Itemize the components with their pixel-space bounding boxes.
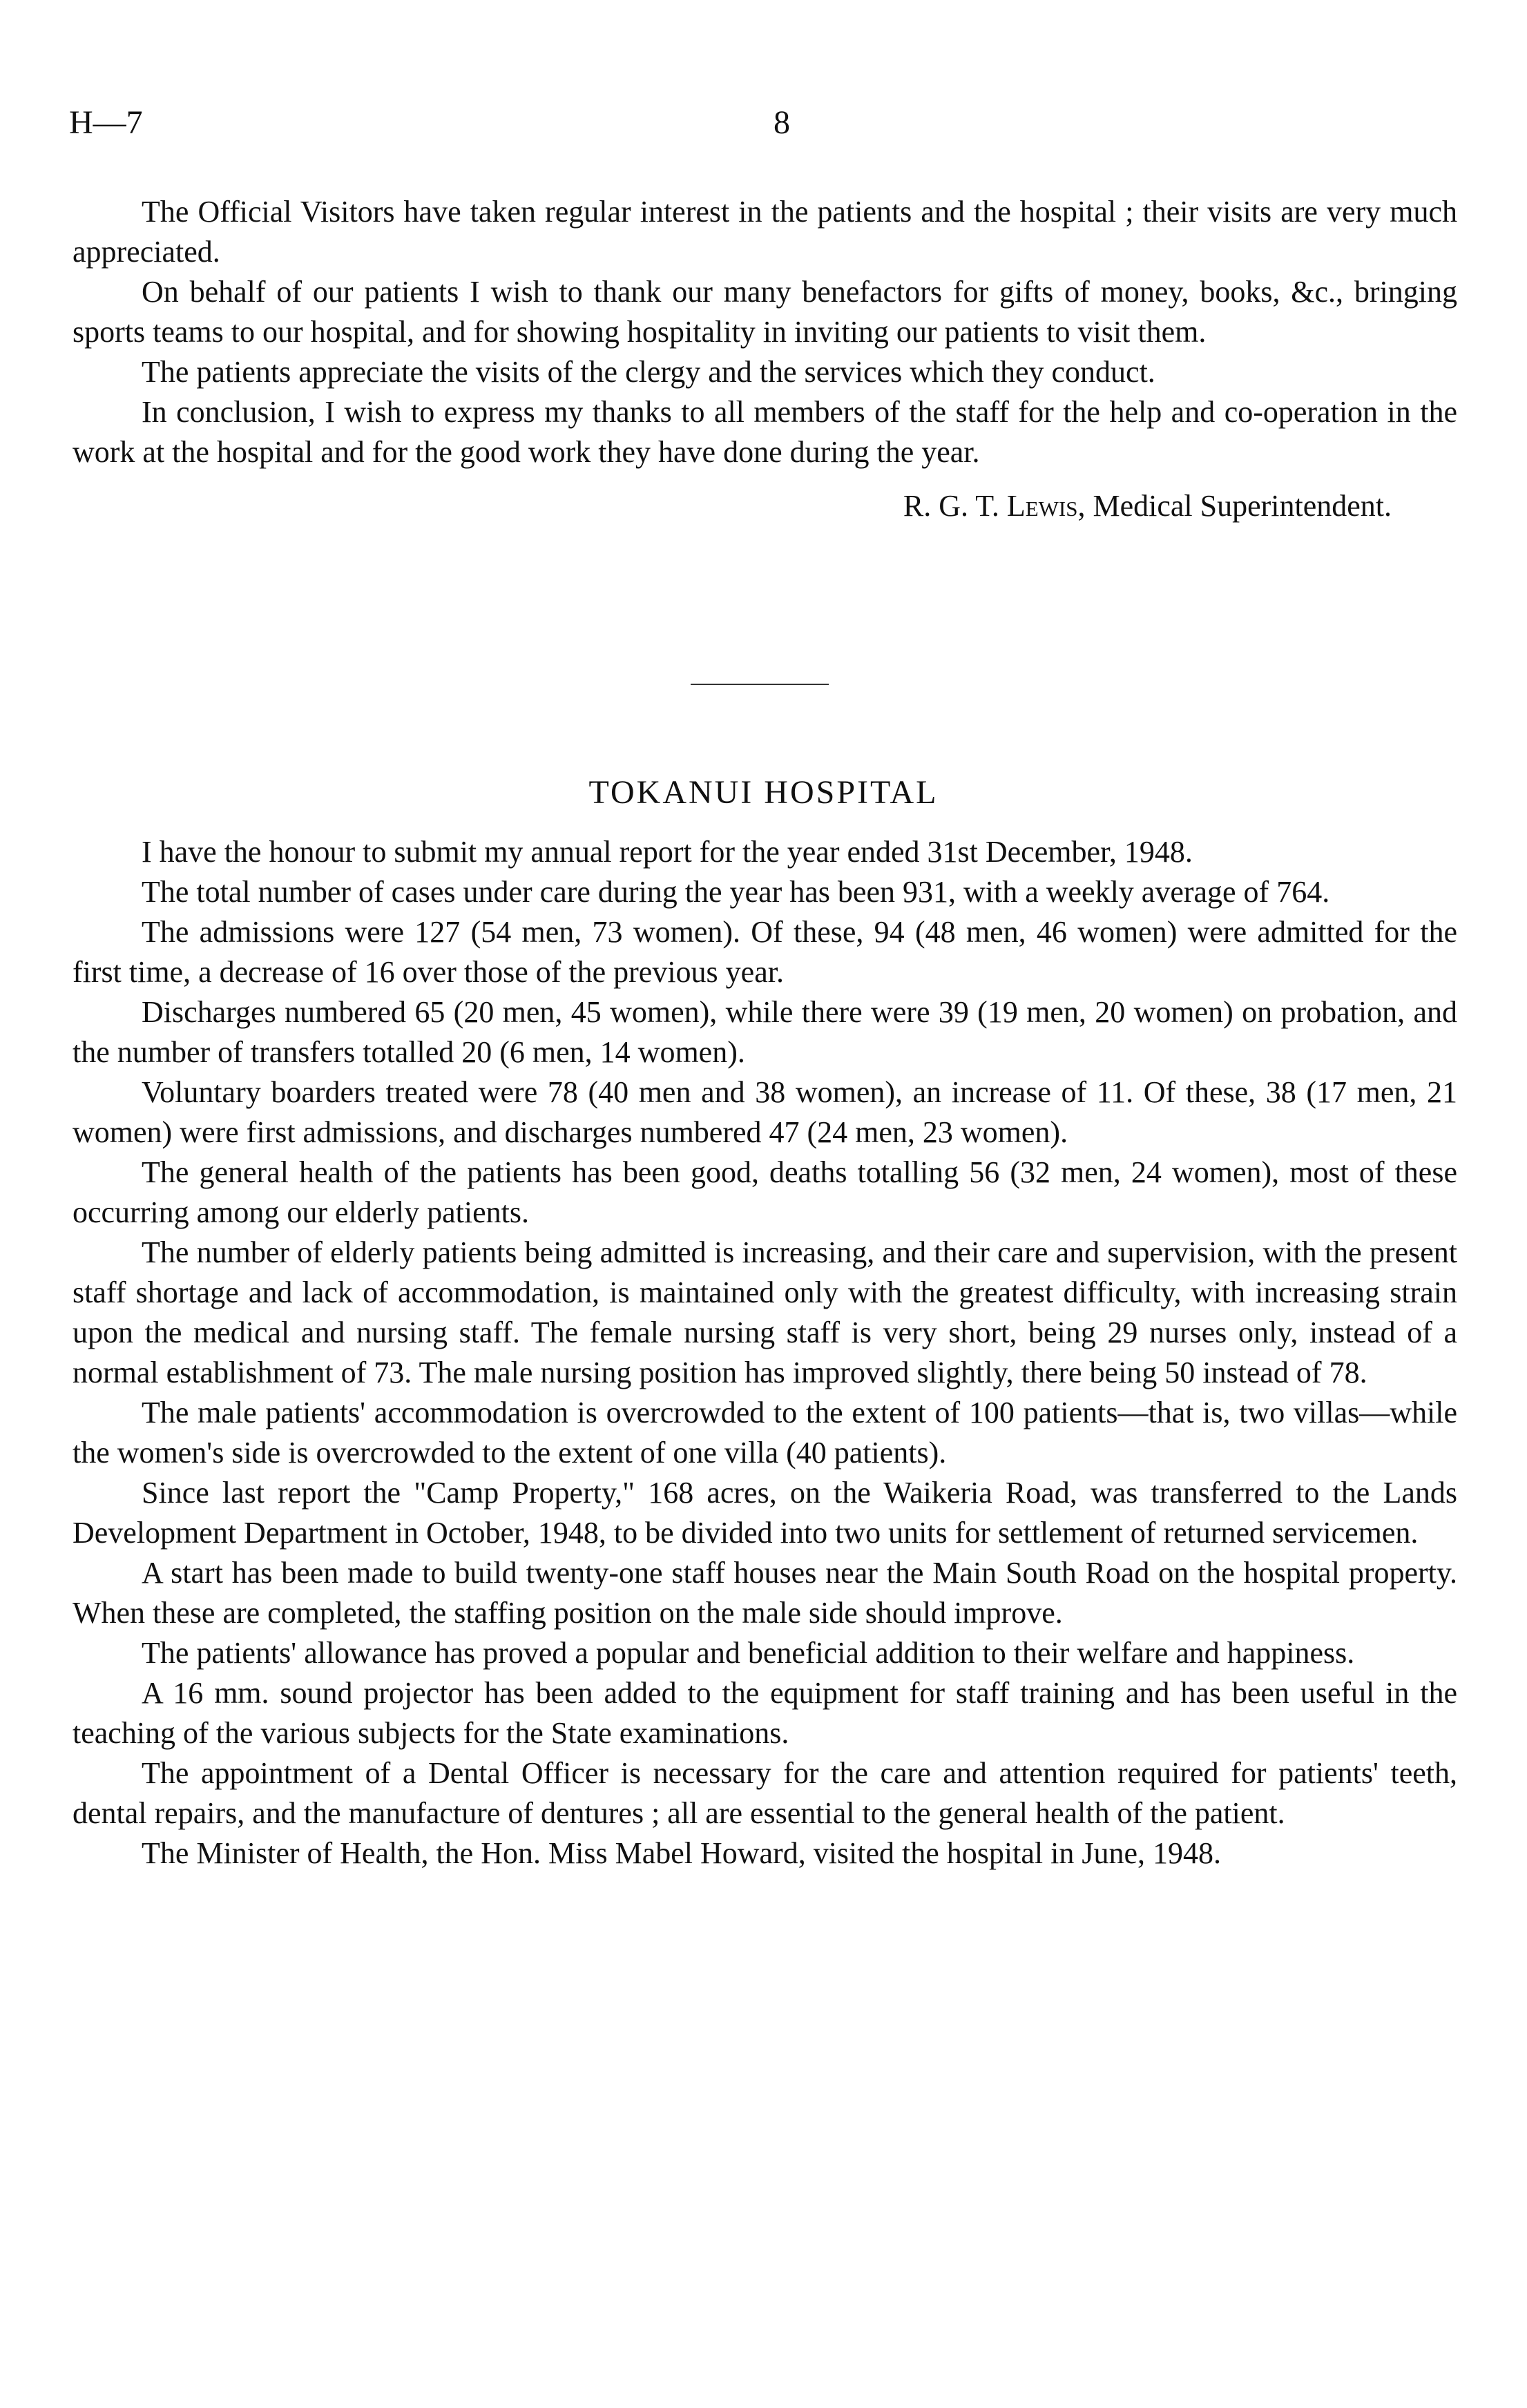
paragraph: A 16 mm. sound projector has been added to the equipment for staff training and has been useful in the teaching of the various subjects for the State examinations. xyxy=(73,1676,1457,1750)
paragraph: The patients' allowance has proved a popular and beneficial addition to their welfare and happiness. xyxy=(142,1636,1355,1670)
paragraph: Voluntary boarders treated were 78 (40 men and 38 women), an increase of 11. Of these, 38 (17 men, 21 women) were first admissions, and discharges numbered 47 (24 men, 23 women). xyxy=(73,1075,1457,1149)
paragraph: The Official Visitors have taken regular interest in the patients and the hospital ; their visits are very much appreciated. xyxy=(73,195,1457,269)
paragraph: The patients appreciate the visits of the clergy and the services which they conduct. xyxy=(142,355,1155,389)
paragraph: Discharges numbered 65 (20 men, 45 women), while there were 39 (19 men, 20 women) on probation, and the number of transfers totalled 20 (6 men, 14 women). xyxy=(73,995,1457,1069)
signature-title: Medical Superintendent. xyxy=(1093,489,1392,523)
document-reference: H—7 xyxy=(69,104,143,141)
signature xyxy=(73,486,1457,526)
paragraph: The number of elderly patients being admitted is increasing, and their care and supervision, with the present staff shortage and lack of accommodation, is maintained only with the greatest difficulty, with increasing strain upon the medical and nursing staff. The female nursing staff is very short, being 29 nurses only, instead of a normal establishment of 73. The male nursing position has improved slightly, there being 50 instead of 78. xyxy=(73,1235,1457,1389)
paragraph: In conclusion, I wish to express my thanks to all members of the staff for the help and co-operation in the work at the hospital and for the good work they have done during the year. xyxy=(73,395,1457,469)
paragraph: The male patients' accommodation is overcrowded to the extent of 100 patients—that is, two villas—while the women's side is overcrowded to the extent of one villa (40 patients). xyxy=(73,1396,1457,1470)
section-divider xyxy=(691,684,829,685)
paragraph: The admissions were 127 (54 men, 73 women). Of these, 94 (48 men, 46 women) were admitted for the first time, a decrease of 16 over those of the previous year. xyxy=(73,915,1457,989)
signature-name: R. G. T. Lewis, xyxy=(903,489,1086,523)
paragraph: The general health of the patients has been good, deaths totalling 56 (32 men, 24 women), most of these occurring among our elderly patients. xyxy=(73,1155,1457,1229)
paragraph: Since last report the "Camp Property," 168 acres, on the Waikeria Road, was transferred to the Lands Development Department in October, 1948, to be divided into two units for settlement of returned servicemen. xyxy=(73,1476,1457,1550)
paragraph: The Minister of Health, the Hon. Miss Mabel Howard, visited the hospital in June, 1948. xyxy=(142,1836,1221,1870)
previous-report-ending xyxy=(73,192,1457,526)
section-title: TOKANUI HOSPITAL xyxy=(588,774,939,811)
tokanui-report xyxy=(73,832,1457,1874)
paragraph: A start has been made to build twenty-one staff houses near the Main South Road on the hospital property. When these are completed, the staffing position on the male side should improve. xyxy=(73,1556,1457,1630)
page-header xyxy=(69,104,1458,159)
page-number: 8 xyxy=(774,104,790,141)
paragraph: The total number of cases under care during the year has been 931, with a weekly average of 764. xyxy=(142,875,1330,909)
paragraph: The appointment of a Dental Officer is necessary for the care and attention required for patients' teeth, dental repairs, and the manufacture of dentures ; all are essential to the general health of the patient. xyxy=(73,1756,1457,1830)
paragraph: On behalf of our patients I wish to thank our many benefactors for gifts of money, books, &c., bringing sports teams to our hospital, and for showing hospitality in inviting our patients to visit them. xyxy=(73,275,1457,349)
paragraph: I have the honour to submit my annual report for the year ended 31st December, 1948. xyxy=(142,835,1193,869)
